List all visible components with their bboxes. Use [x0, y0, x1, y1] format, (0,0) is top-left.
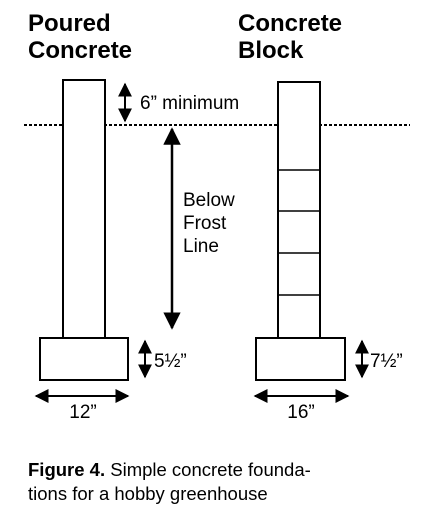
poured-footing-width-label: 12”	[69, 402, 97, 423]
frost-label-line2: Frost	[183, 213, 227, 234]
heading-poured-line1: Poured	[28, 10, 111, 37]
caption-text-line2: tions for a hobby greenhouse	[28, 483, 268, 504]
frost-label-line3: Line	[183, 236, 219, 257]
heading-block-line1: Concrete	[238, 10, 343, 37]
caption-text-line1: Simple concrete founda-	[105, 459, 311, 480]
block-footing	[256, 338, 345, 380]
poured-footing	[40, 338, 128, 380]
poured-column	[63, 80, 105, 338]
caption-figure-number: Figure 4.	[28, 459, 106, 480]
figure-caption	[28, 458, 418, 506]
block-footing-height-label: 7½”	[370, 351, 403, 372]
caption-line1	[28, 458, 418, 482]
poured-footing-height-label: 5½”	[154, 351, 187, 372]
above-grade-label: 6” minimum	[140, 93, 240, 114]
frost-label-line1: Below	[183, 190, 235, 211]
block-column	[278, 82, 320, 338]
block-footing-width-label: 16”	[287, 402, 315, 423]
heading-poured-line2: Concrete	[28, 37, 133, 64]
heading-block-line2: Block	[238, 37, 304, 64]
